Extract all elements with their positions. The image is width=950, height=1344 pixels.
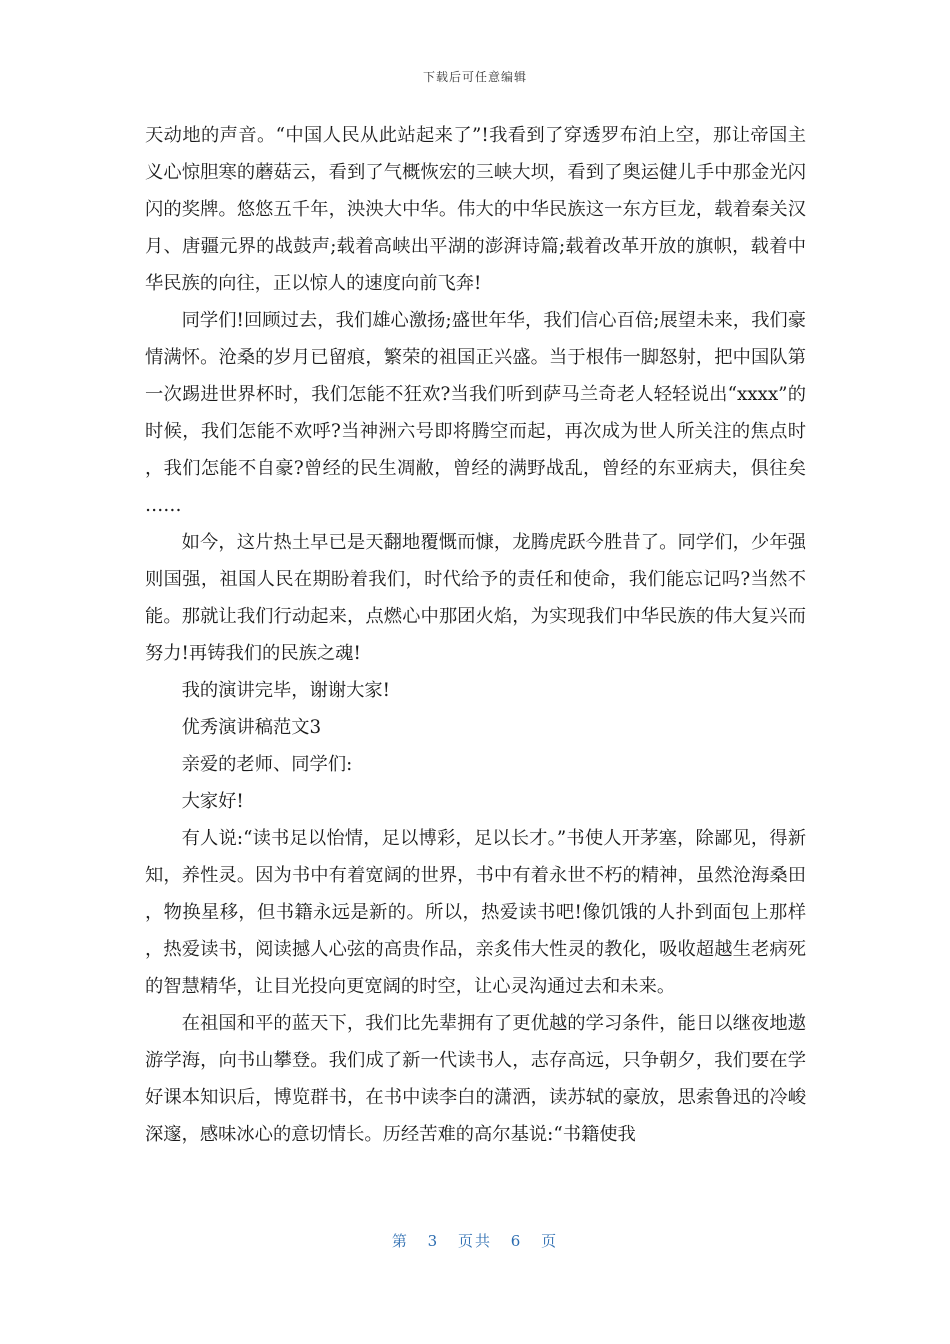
section-title: 优秀演讲稿范文3 bbox=[181, 717, 322, 738]
page-footer: 第 3 页共 6 页 bbox=[391, 1232, 559, 1250]
paragraph-3: 如今，这片热土早已是天翻地覆慨而慷，龙腾虎跃今胜昔了。同学们，少年强则国强，祖国人民在期盼着我们，时代给予的责任和使命，我们能忘记吗?当然不能。那就让我们行动起来，点燃心中那团火焰，为实现我们中华民族的伟大复兴而努力!再铸我们的民族之魂! bbox=[145, 532, 806, 664]
paragraph-4: 我的演讲完毕，谢谢大家! bbox=[181, 680, 391, 701]
paragraph-1: 天动地的声音。“中国人民从此站起来了”!我看到了穿透罗布泊上空，那让帝国主义心惊胆寒的蘑菇云，看到了气概恢宏的三峡大坝，看到了奥运健儿手中那金光闪闪的奖牌。悠悠五千年，泱泱大中华。伟大的中华民族这一东方巨龙，载着秦关汉月、唐疆元界的战鼓声;载着高峡出平湖的澎湃诗篇;载着改革开放的旗帜，载着中华民族的向往，正以惊人的速度向前飞奔! bbox=[145, 125, 806, 294]
paragraph-8: 有人说:“读书足以怡情，足以博彩，足以长才。”书使人开茅塞，除鄙见，得新知，养性灵。因为书中有着宽阔的世界，书中有着永世不朽的精神，虽然沧海桑田，物换星移，但书籍永远是新的。所以，热爱读书吧!像饥饿的人扑到面包上那样，热爱读书，阅读撼人心弦的高贵作品，亲炙伟大性灵的教化，吸收超越生老病死的智慧精华，让目光投向更宽阔的时空，让心灵沟通过去和未来。 bbox=[145, 828, 806, 997]
paragraph-2: 同学们!回顾过去，我们雄心激扬;盛世年华，我们信心百倍;展望未来，我们豪情满怀。沧桑的岁月已留痕，繁荣的祖国正兴盛。当于根伟一脚怒射，把中国队第一次踢进世界杯时，我们怎能不狂欢?当我们听到萨马兰奇老人轻轻说出“xxxx”的时候，我们怎能不欢呼?当神洲六号即将腾空而起，再次成为世人所关注的焦点时，我们怎能不自豪?曾经的民生凋敝，曾经的满野战乱，曾经的东亚病夫，俱往矣…… bbox=[145, 310, 806, 516]
salutation: 亲爱的老师、同学们: bbox=[181, 754, 353, 775]
greeting: 大家好! bbox=[181, 791, 244, 812]
page-header: 下载后可任意编辑 bbox=[422, 70, 527, 84]
paragraph-9: 在祖国和平的蓝天下，我们比先辈拥有了更优越的学习条件，能日以继夜地遨游学海，向书山攀登。我们成了新一代读书人，志存高远，只争朝夕，我们要在学好课本知识后，博览群书，在书中读李白的潇洒，读苏轼的豪放，思索鲁迅的冷峻深邃，感味冰心的意切情长。历经苦难的高尔基说:“书籍使我 bbox=[145, 1013, 806, 1145]
document-body bbox=[145, 117, 806, 1153]
